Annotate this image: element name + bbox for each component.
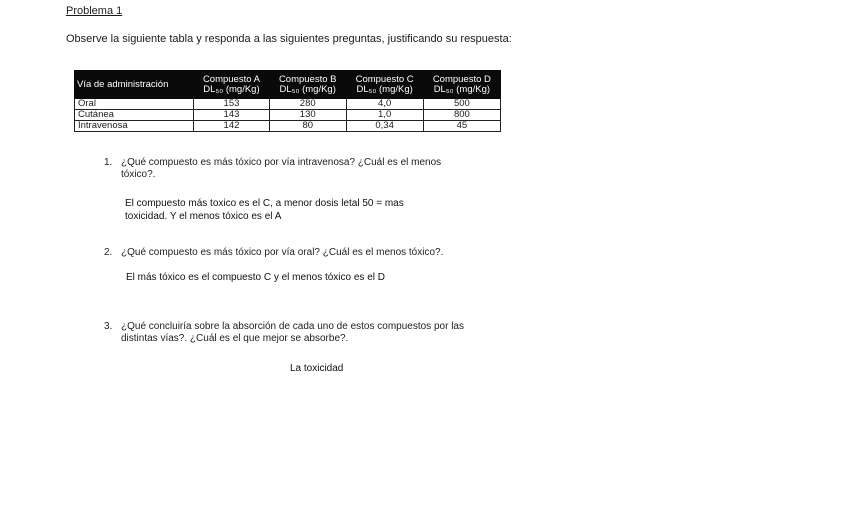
header-compound-c: Compuesto C DL₅₀ (mg/Kg) (346, 71, 423, 99)
question-text: ¿Qué compuesto es más tóxico por vía intravenosa? ¿Cuál es el menos tóxico?. (121, 157, 442, 180)
header-compound-d: Compuesto D DL₅₀ (mg/Kg) (423, 71, 500, 99)
row-route: Cutánea (75, 110, 194, 121)
question-number: 1. (104, 157, 113, 168)
table-row (75, 121, 501, 132)
table-cell: 142 (194, 121, 270, 132)
table-cell: 0,34 (346, 121, 423, 132)
table-cell: 800 (423, 110, 500, 121)
table-cell: 1,0 (346, 110, 423, 121)
table-cell: 143 (194, 110, 270, 121)
table-row (75, 110, 501, 121)
toxicity-table (74, 70, 501, 132)
table-header-row (75, 71, 501, 99)
header-compound-b: Compuesto B DL₅₀ (mg/Kg) (269, 71, 346, 99)
question-text: ¿Qué concluiría sobre la absorción de cada uno de estos compuestos por las distintas vías?. ¿Cuál es el que mejor se absorbe?. (121, 321, 464, 344)
question-number: 2. (104, 247, 113, 258)
question-2 (104, 247, 443, 259)
header-route: Vía de administración (75, 71, 194, 99)
row-route: Intravenosa (75, 121, 194, 132)
table-row (75, 99, 501, 110)
table-cell: 130 (269, 110, 346, 121)
answer-1: El compuesto más toxico es el C, a menor dosis letal 50 = mas toxicidad. Y el menos tóxico es el A (125, 198, 404, 222)
table-cell: 45 (423, 121, 500, 132)
row-route: Oral (75, 99, 194, 110)
question-3 (104, 321, 464, 345)
answer-2: El más tóxico es el compuesto C y el menos tóxico es el D (126, 272, 385, 283)
header-compound-a: Compuesto A DL₅₀ (mg/Kg) (194, 71, 270, 99)
table-cell: 80 (269, 121, 346, 132)
question-number: 3. (104, 321, 113, 332)
table-cell: 280 (269, 99, 346, 110)
problem-title: Problema 1 (66, 5, 123, 17)
table-cell: 500 (423, 99, 500, 110)
intro-paragraph: Observe la siguiente tabla y responda a las siguientes preguntas, justificando su respuesta: (66, 33, 512, 45)
table-cell: 4,0 (346, 99, 423, 110)
question-1 (104, 157, 441, 181)
question-text: ¿Qué compuesto es más tóxico por vía oral? ¿Cuál es el menos tóxico?. (121, 247, 444, 258)
answer-3: La toxicidad (290, 363, 344, 374)
table-cell: 153 (194, 99, 270, 110)
